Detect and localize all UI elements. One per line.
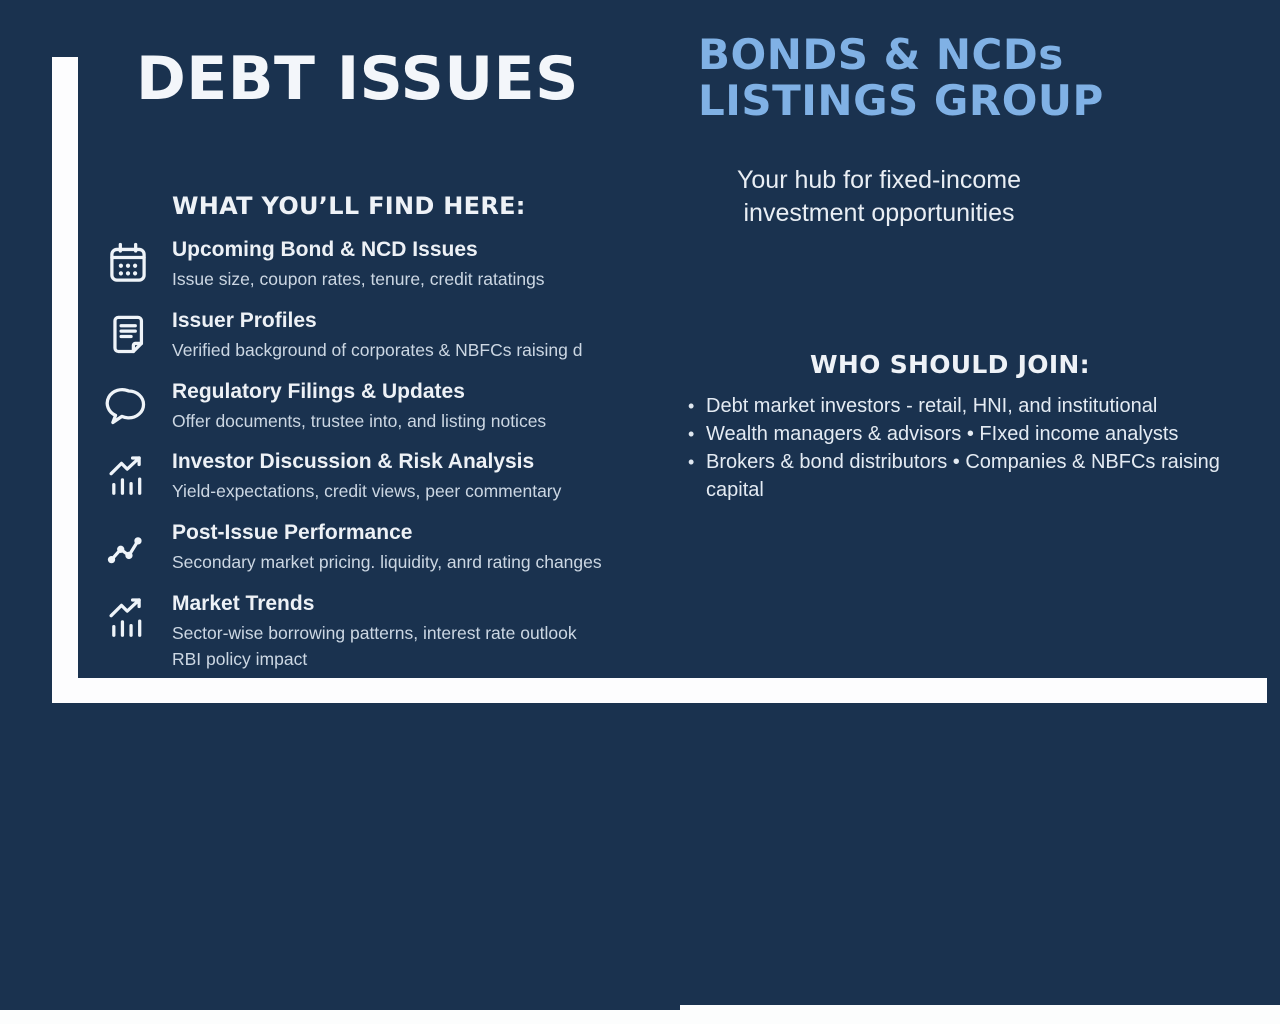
bullet-text: Debt market investors - retail, HNI, and institutional bbox=[706, 395, 1158, 417]
list-item bbox=[688, 420, 1280, 448]
bullet-icon: • bbox=[688, 452, 695, 472]
tagline bbox=[697, 164, 1061, 230]
feature-regulatory-filings bbox=[105, 380, 685, 434]
document-icon bbox=[105, 311, 151, 359]
bar-chart-trend-icon bbox=[105, 452, 151, 500]
feature-desc: Yield-expectations, credit views, peer commentary bbox=[172, 481, 562, 501]
bottom-accent-bar bbox=[52, 678, 1267, 703]
feature-title: Regulatory Filings & Updates bbox=[172, 380, 465, 403]
list-item bbox=[688, 448, 1280, 504]
line-chart-icon bbox=[105, 523, 151, 571]
bullet-icon: • bbox=[688, 424, 695, 444]
tagline-line2: investment opportunities bbox=[743, 199, 1015, 227]
find-section-heading: WHAT YOU’LL FIND HERE: bbox=[172, 192, 526, 220]
feature-title: Market Trends bbox=[172, 592, 315, 615]
bullet-icon: • bbox=[688, 396, 695, 416]
feature-title: Issuer Profiles bbox=[172, 309, 317, 332]
list-item bbox=[688, 392, 1280, 420]
feature-post-issue-performance bbox=[105, 521, 685, 575]
tagline-line1: Your hub for fixed-income bbox=[737, 166, 1021, 194]
bullet-text: Brokers & bond distributors • Companies & NBFCs raising bbox=[706, 451, 1220, 473]
chat-bubble-icon bbox=[105, 382, 151, 430]
calendar-icon bbox=[105, 240, 151, 288]
left-accent-bar bbox=[52, 57, 78, 703]
feature-title: Upcoming Bond & NCD Issues bbox=[172, 238, 478, 261]
feature-desc: Verified background of corporates & NBFCs raising d bbox=[172, 340, 583, 360]
feature-desc: Offer documents, trustee into, and listing notices bbox=[172, 411, 547, 431]
feature-title: Post-Issue Performance bbox=[172, 521, 413, 544]
join-section-heading: WHO SHOULD JOIN: bbox=[810, 350, 1090, 379]
bullet-text-line2: capital bbox=[706, 479, 764, 501]
bar-chart-trend-icon bbox=[105, 594, 151, 642]
feature-title: Investor Discussion & Risk Analysis bbox=[172, 450, 535, 473]
footer-strip-right bbox=[680, 1005, 1280, 1024]
join-list bbox=[688, 392, 1280, 504]
feature-desc-line2: RBI policy impact bbox=[172, 649, 308, 669]
group-name-line2: LISTINGS GROUP bbox=[698, 76, 1104, 125]
feature-desc: Issue size, coupon rates, tenure, credit ratatings bbox=[172, 269, 545, 289]
bullet-text: Wealth managers & advisors • FIxed income analysts bbox=[706, 423, 1179, 445]
group-name-line1: BONDS & NCDs bbox=[698, 30, 1064, 79]
feature-market-trends bbox=[105, 592, 685, 672]
feature-desc: Secondary market pricing. liquidity, anrd rating changes bbox=[172, 552, 602, 572]
feature-desc: Sector-wise borrowing patterns, interest rate outlook bbox=[172, 623, 577, 643]
feature-investor-discussion bbox=[105, 450, 685, 504]
feature-issuer-profiles bbox=[105, 309, 685, 363]
group-name bbox=[698, 32, 1118, 124]
feature-upcoming-issues bbox=[105, 238, 685, 292]
page-title: DEBT ISSUES bbox=[136, 44, 579, 114]
